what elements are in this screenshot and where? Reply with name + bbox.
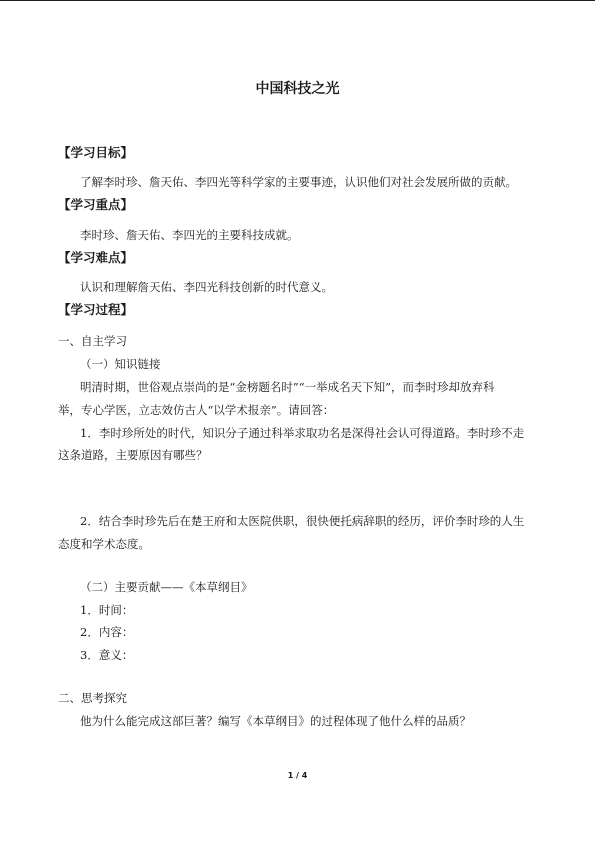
learning-goal-text: 了解李时珍、詹天佑、李四光等科学家的主要事迹，认识他们对社会发展所做的贡献。 <box>80 175 517 189</box>
part2-question: 他为什么能完成这部巨著？编写《本草纲目》的过程体现了他什么样的品质？ <box>80 714 471 728</box>
learning-difficulty-heading: 【学习难点】 <box>58 250 134 265</box>
contribution-item-time: 1．时间： <box>80 603 134 617</box>
question1-line-1: 1．李时珍所处的时代，知识分子通过科举求取功名是深得社会认可得道路。李时珍不走 <box>80 426 525 440</box>
contribution-item-significance: 3．意义： <box>80 648 134 662</box>
learning-key-heading: 【学习重点】 <box>58 197 134 212</box>
contribution-item-content: 2．内容： <box>80 625 134 639</box>
document-title: 中国科技之光 <box>255 81 340 97</box>
learning-goal-heading: 【学习目标】 <box>58 145 134 160</box>
part2-title: 二、思考探究 <box>58 691 127 705</box>
subsection1-title: （一）知识链接 <box>80 357 161 371</box>
learning-difficulty-text: 认识和理解詹天佑、李四光科技创新的时代意义。 <box>80 280 333 294</box>
learning-key-text: 李时珍、詹天佑、李四光的主要科技成就。 <box>80 228 299 242</box>
question2-line-2: 态度和学术态度。 <box>58 537 150 551</box>
header-rule <box>0 0 595 1</box>
question1-line-2: 这条道路，主要原因有哪些？ <box>58 448 208 462</box>
question2-line-1: 2．结合李时珍先后在楚王府和太医院供职，很快便托病辞职的经历，评价李时珍的人生 <box>80 514 525 528</box>
intro-line-2: 举，专心学医，立志效仿古人“以学术报亲”。请回答： <box>58 403 335 417</box>
part1-title: 一、自主学习 <box>58 334 127 348</box>
intro-line-1: 明清时期，世俗观点崇尚的是“金榜题名时”“一举成名天下知”，而李时珍却放弃科 <box>80 380 495 394</box>
subsection2-title: （二）主要贡献——《本草纲目》 <box>80 580 253 594</box>
page-number: 1 / 4 <box>287 771 308 780</box>
learning-process-heading: 【学习过程】 <box>58 302 134 317</box>
